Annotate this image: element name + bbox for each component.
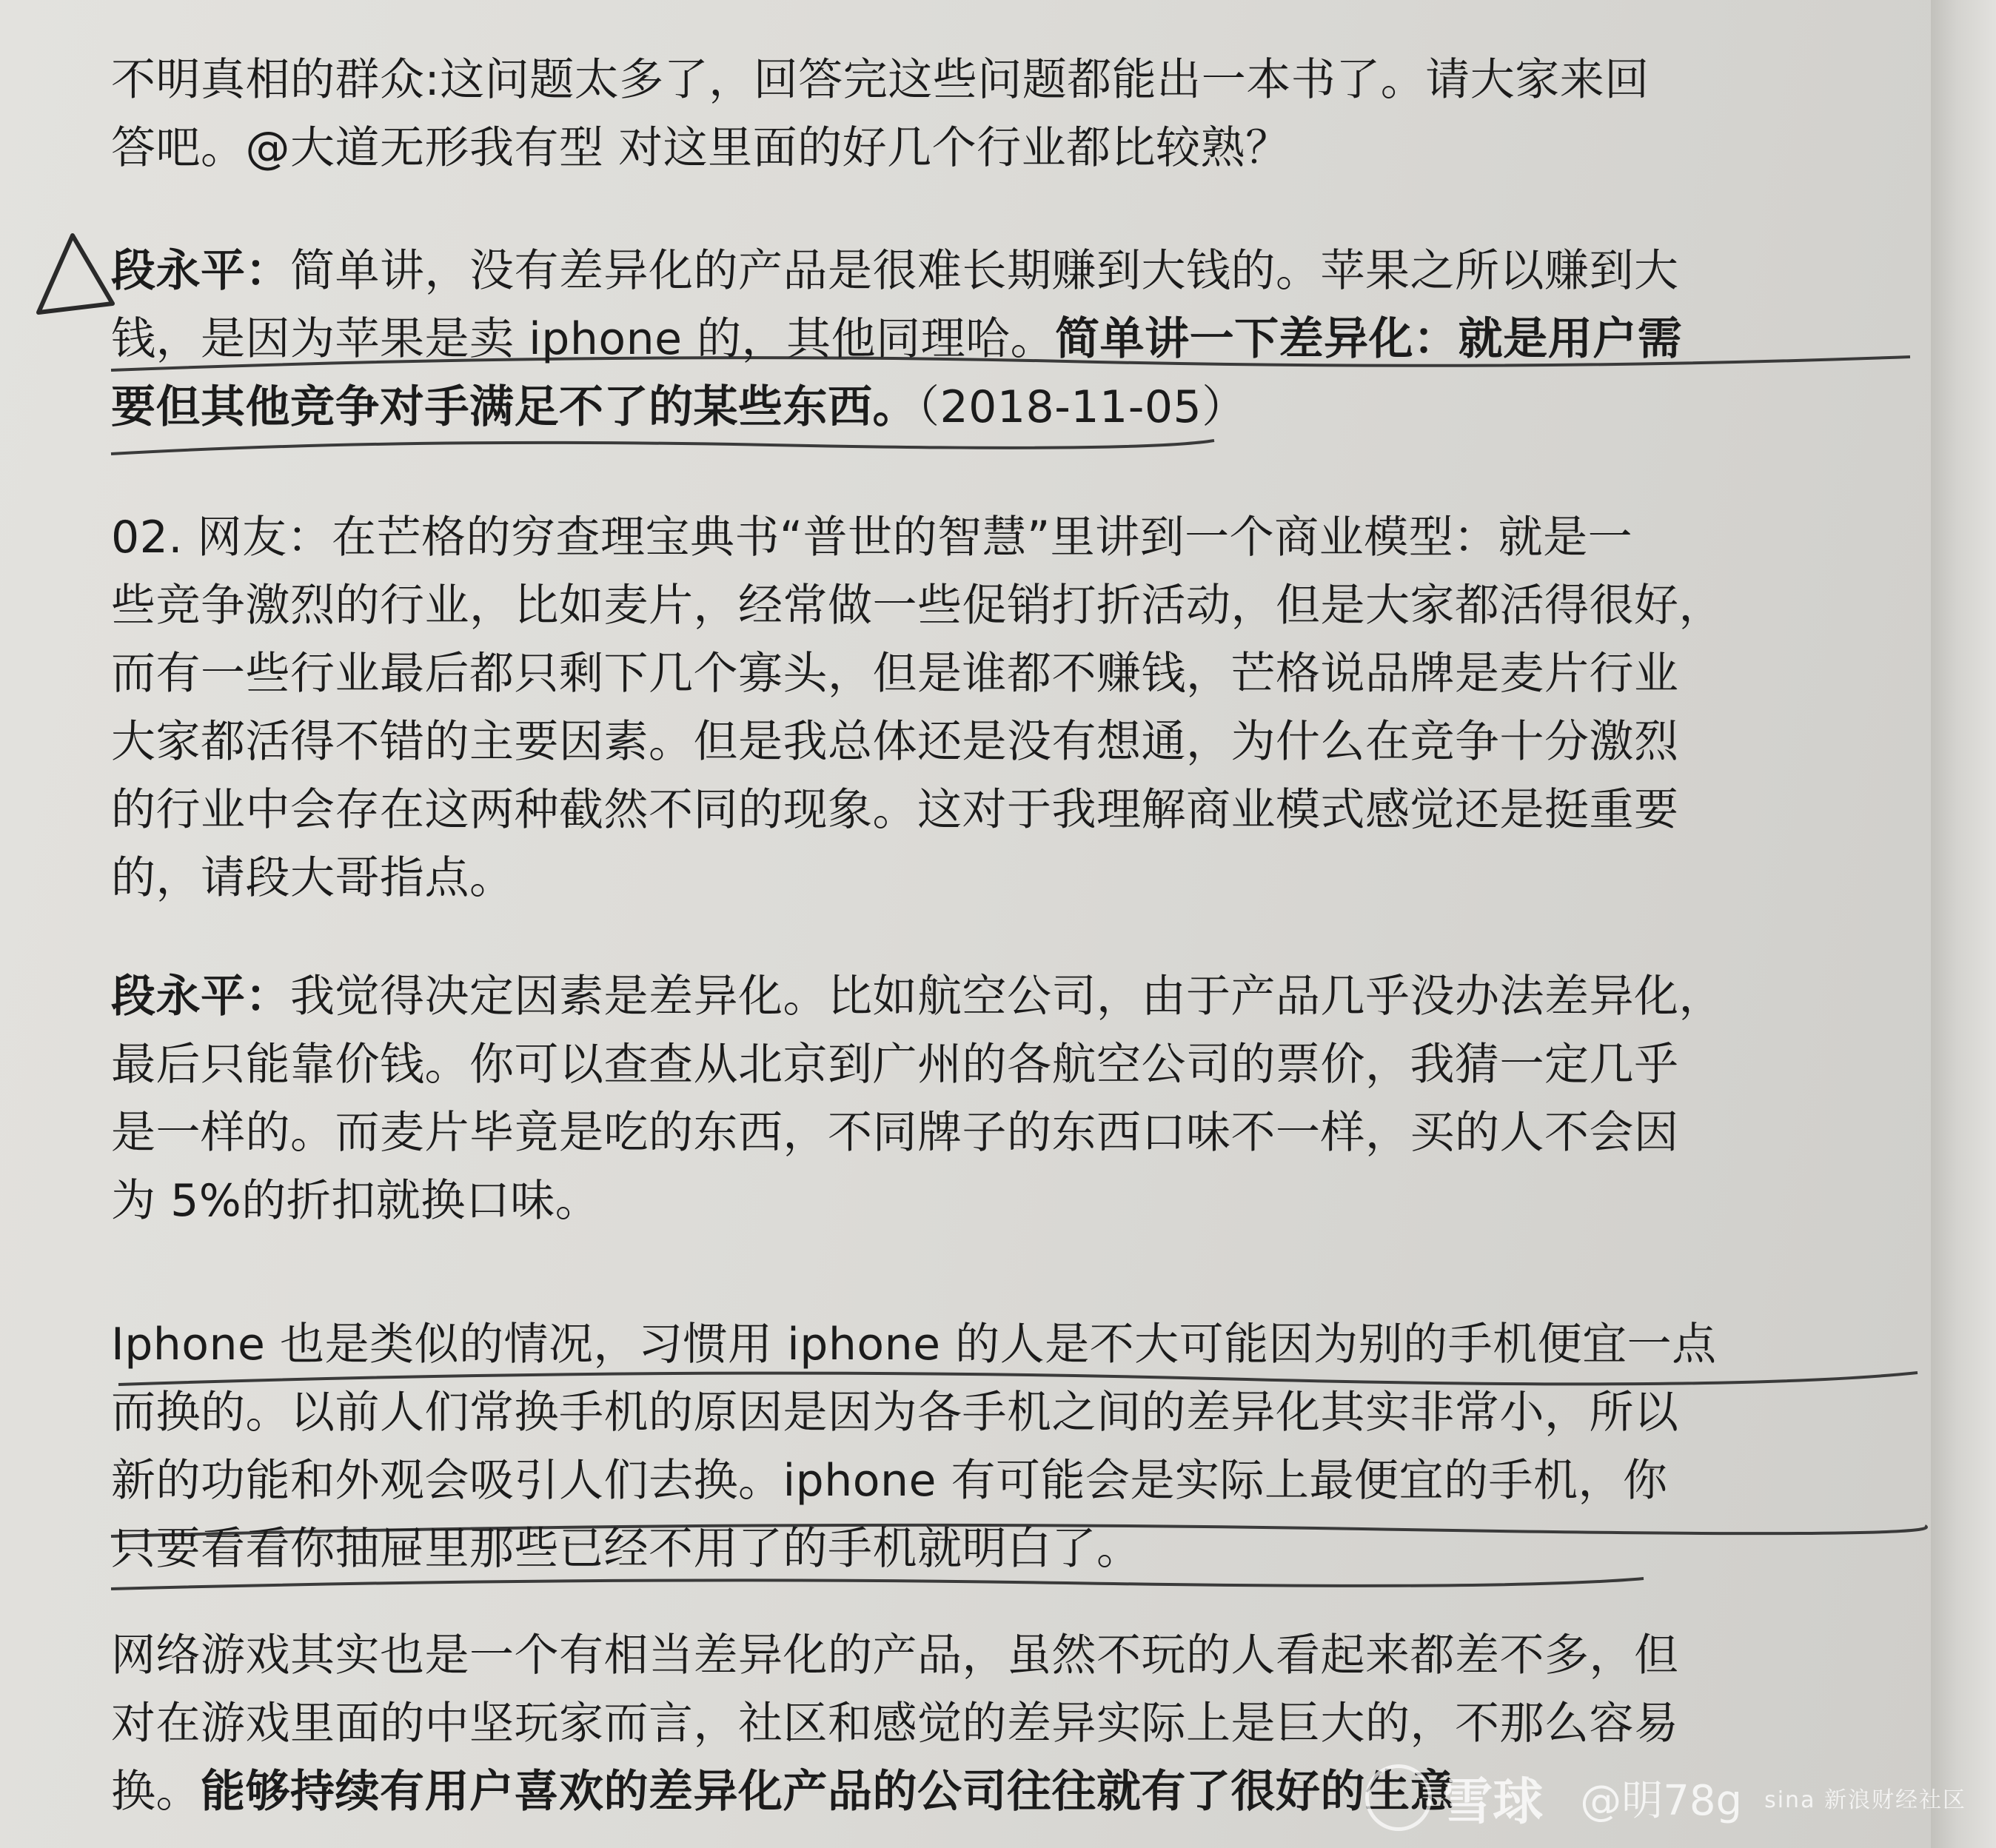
body-text: （2018-11-05） [917,381,1247,433]
snowball-logo-icon [1365,1764,1432,1831]
text-line [111,503,1918,572]
bold-text: 能够持续有用户喜欢的差异化产品的公司往往就有了很好的生意 [201,1766,1455,1818]
text-line [111,1515,1918,1583]
triangle-mark-icon [30,230,118,318]
text-line [111,46,1918,114]
body-text: 为 5%的折扣就换口味。 [111,1175,600,1227]
body-text: 网络游戏其实也是一个有相当差异化的产品，虽然不玩的人看起来都差不多，但 [111,1630,1679,1681]
body-text: 对在游戏里面的中坚玩家而言，社区和感觉的差异实际上是巨大的，不那么容易 [111,1698,1679,1750]
watermark-brand: sina 新浪财经社区 [1764,1787,1966,1813]
text-line [111,708,1918,776]
text-line [111,962,1918,1031]
watermark [1365,1753,1966,1842]
bold-text: 简单讲一下差异化：就是用户需 [1055,313,1683,365]
page-edge [1931,0,1996,1848]
body-text: 而换的。以前人们常换手机的原因是因为各手机之间的差异化其实非常小，所以 [111,1387,1679,1439]
text-line [111,1690,1918,1758]
text-block [111,1310,1918,1583]
body-text: 答吧。@大道无形我有型 对这里面的好几个行业都比较熟？ [111,122,1290,174]
text-block [111,237,1918,441]
body-text: 钱，是因为苹果是卖 iphone 的，其他同理哈。 [111,313,1056,365]
body-text: 最后只能靠价钱。你可以查查从北京到广州的各航空公司的票价，我猜一定几乎 [111,1039,1679,1091]
body-text: 我觉得决定因素是差异化。比如航空公司，由于产品几乎没办法差异化， [290,971,1724,1022]
text-line [111,1379,1918,1447]
text-line [111,114,1918,182]
body-text: 换。 [111,1766,201,1818]
body-text: Iphone 也是类似的情况，习惯用 iphone 的人是不大可能因为别的手机便宜一点 [111,1319,1717,1370]
bold-text: 要但其他竞争对手满足不了的某些东西。 [111,381,917,433]
text-line [111,1099,1918,1167]
watermark-user: @明78g [1580,1777,1743,1825]
text-line [111,572,1918,640]
text-line [111,640,1918,708]
text-line [111,1447,1918,1515]
body-text: 只要看看你抽屉里那些已经不用了的手机就明白了。 [111,1523,1142,1575]
body-text: 不明真相的群众:这问题太多了，回答完这些问题都能出一本书了。请大家来回 [111,54,1650,106]
body-text: 是一样的。而麦片毕竟是吃的东西，不同牌子的东西口味不一样，买的人不会因 [111,1107,1679,1159]
bold-text: 段永平： [111,245,290,297]
text-block [111,962,1918,1235]
watermark-site: 雪球 [1442,1772,1544,1832]
text-line [111,1031,1918,1099]
text-block [111,503,1918,912]
body-text: 简单讲，没有差异化的产品是很难长期赚到大钱的。苹果之所以赚到大 [290,245,1679,297]
text-line [111,373,1918,441]
text-line [111,237,1918,305]
body-text: 而有一些行业最后都只剩下几个寡头，但是谁都不赚钱，芒格说品牌是麦片行业 [111,648,1679,700]
text-line [111,1310,1918,1379]
body-text: 的行业中会存在这两种截然不同的现象。这对于我理解商业模式感觉还是挺重要 [111,784,1679,836]
text-line [111,305,1918,373]
text-line [111,1621,1918,1690]
body-text: 的，请段大哥指点。 [111,852,515,904]
body-text: 大家都活得不错的主要因素。但是我总体还是没有想通，为什么在竞争十分激烈 [111,716,1679,768]
text-line [111,1167,1918,1235]
text-line [111,844,1918,912]
body-text: 新的功能和外观会吸引人们去换。iphone 有可能会是实际上最便宜的手机，你 [111,1455,1668,1507]
text-line [111,776,1918,844]
text-block [111,46,1918,182]
body-text: 02. 网友：在芒格的穷查理宝典书“普世的智慧”里讲到一个商业模型：就是一 [111,512,1633,563]
body-text: 些竞争激烈的行业，比如麦片，经常做一些促销打折活动，但是大家都活得很好， [111,580,1724,632]
bold-text: 段永平： [111,971,290,1022]
